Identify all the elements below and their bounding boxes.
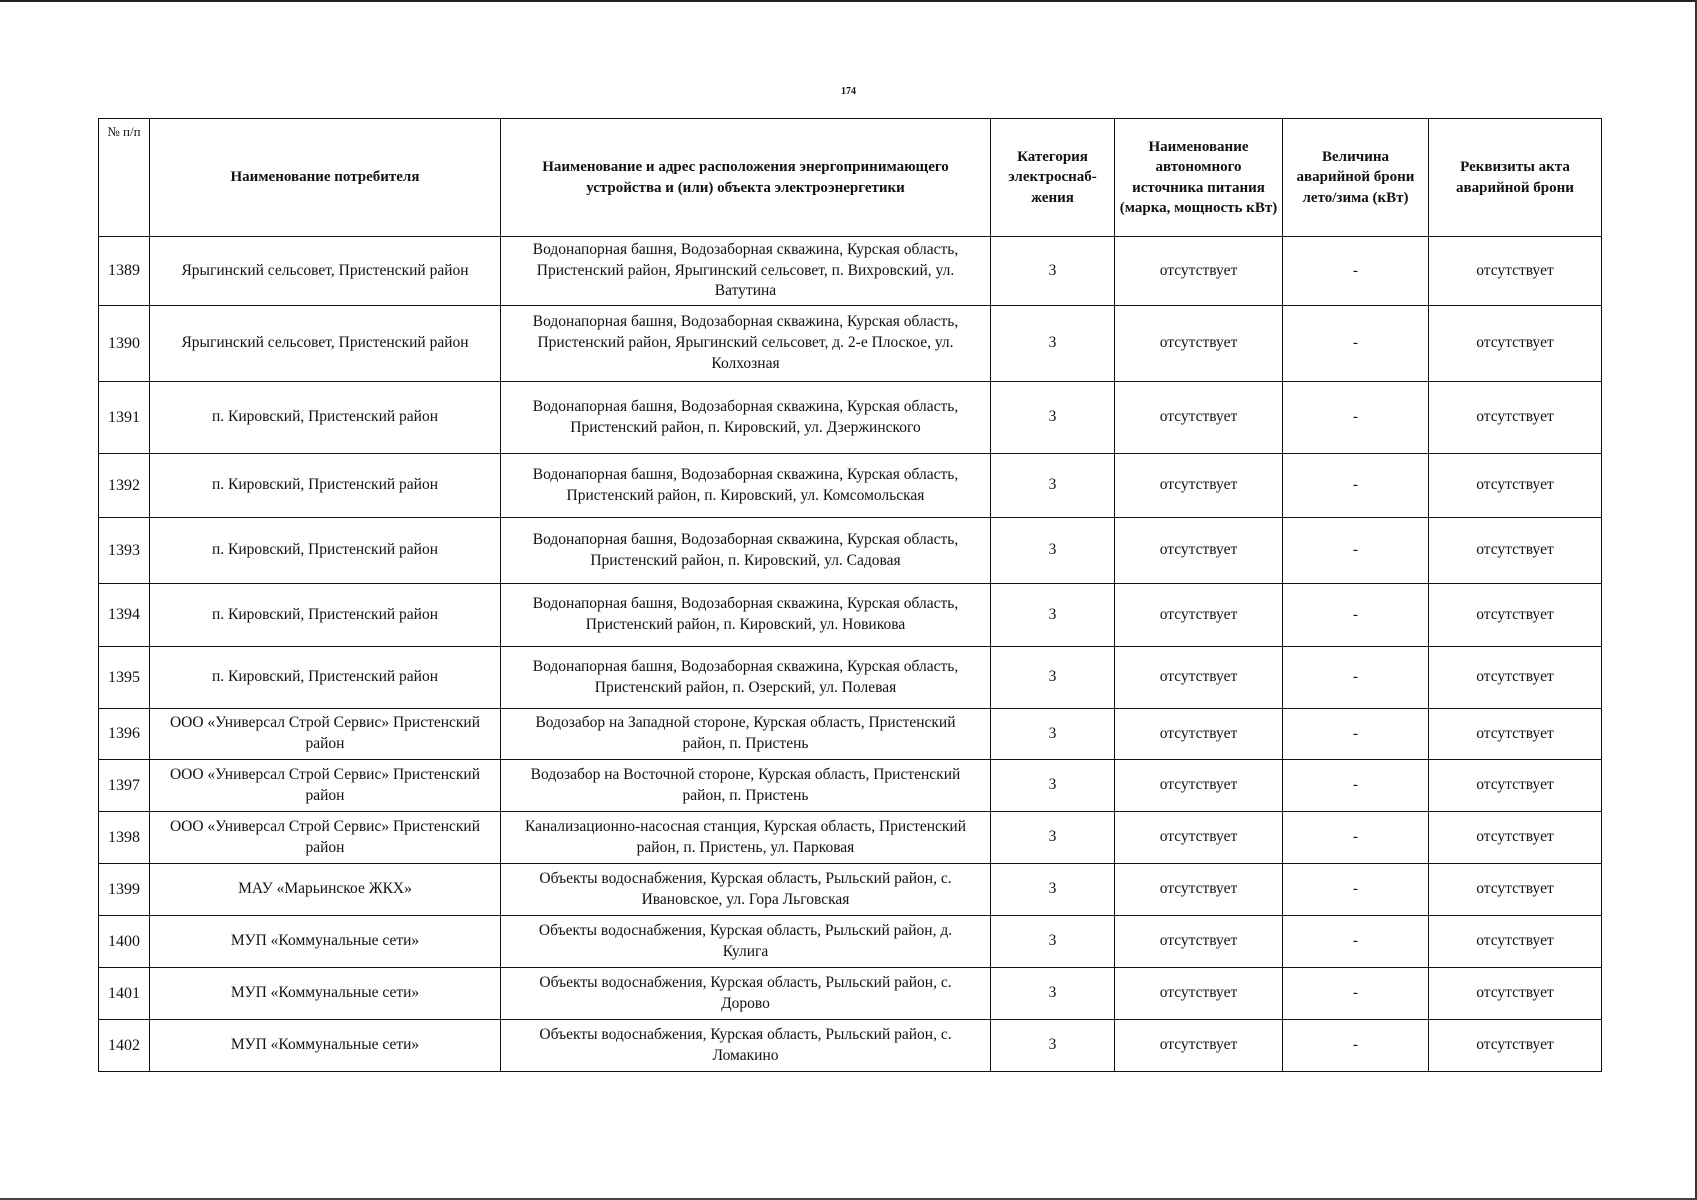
table-row [99, 864, 1602, 916]
cell-consumer: п. Кировский, Пристенский район [150, 647, 501, 709]
cell-address: Водозабор на Западной стороне, Курская область, Пристенский район, п. Пристень [501, 709, 991, 760]
table-row [99, 584, 1602, 647]
cell-category: 3 [991, 812, 1115, 864]
cell-consumer: МУП «Коммунальные сети» [150, 916, 501, 968]
table-row [99, 647, 1602, 709]
cell-address: Объекты водоснабжения, Курская область, Рыльский район, с. Ломакино [501, 1020, 991, 1072]
cell-consumer: п. Кировский, Пристенский район [150, 584, 501, 647]
cell-address: Водонапорная башня, Водозаборная скважина, Курская область, Пристенский район, п. Кировский, ул. Дзержинского [501, 382, 991, 454]
cell-reserve: - [1283, 709, 1429, 760]
consumers-table [98, 118, 1602, 1072]
cell-category: 3 [991, 1020, 1115, 1072]
cell-source: отсутствует [1115, 454, 1283, 518]
table-row [99, 916, 1602, 968]
cell-address: Водозабор на Восточной стороне, Курская область, Пристенский район, п. Пристень [501, 760, 991, 812]
cell-reserve: - [1283, 1020, 1429, 1072]
cell-num: 1397 [99, 760, 150, 812]
cell-num: 1391 [99, 382, 150, 454]
cell-source: отсутствует [1115, 968, 1283, 1020]
cell-category: 3 [991, 864, 1115, 916]
cell-num: 1395 [99, 647, 150, 709]
cell-consumer: п. Кировский, Пристенский район [150, 518, 501, 584]
cell-act: отсутствует [1429, 760, 1602, 812]
cell-reserve: - [1283, 237, 1429, 306]
cell-category: 3 [991, 916, 1115, 968]
cell-num: 1401 [99, 968, 150, 1020]
header-source: Наименование автономного источника питания (марка, мощность кВт) [1115, 119, 1283, 237]
header-act [1429, 119, 1602, 237]
cell-source: отсутствует [1115, 1020, 1283, 1072]
cell-address: Объекты водоснабжения, Курская область, Рыльский район, с. Ивановское, ул. Гора Льговская [501, 864, 991, 916]
header-consumer: Наименование потребителя [150, 119, 501, 237]
cell-source: отсутствует [1115, 864, 1283, 916]
cell-reserve: - [1283, 518, 1429, 584]
cell-consumer: МАУ «Марьинское ЖКХ» [150, 864, 501, 916]
cell-address: Канализационно-насосная станция, Курская область, Пристенский район, п. Пристень, ул. Парковая [501, 812, 991, 864]
cell-reserve: - [1283, 812, 1429, 864]
cell-num: 1393 [99, 518, 150, 584]
cell-num: 1398 [99, 812, 150, 864]
cell-category: 3 [991, 647, 1115, 709]
cell-category: 3 [991, 306, 1115, 382]
cell-address: Водонапорная башня, Водозаборная скважина, Курская область, Пристенский район, Ярыгинский сельсовет, д. 2-е Плоское, ул. Колхозная [501, 306, 991, 382]
table-row [99, 709, 1602, 760]
header-reserve: Величина аварийной брони лето/зима (кВт) [1283, 119, 1429, 237]
cell-reserve: - [1283, 864, 1429, 916]
cell-act: отсутствует [1429, 916, 1602, 968]
table-row [99, 968, 1602, 1020]
cell-reserve: - [1283, 454, 1429, 518]
cell-num: 1402 [99, 1020, 150, 1072]
cell-consumer: п. Кировский, Пристенский район [150, 382, 501, 454]
cell-act: отсутствует [1429, 864, 1602, 916]
cell-num: 1394 [99, 584, 150, 647]
cell-num: 1390 [99, 306, 150, 382]
cell-act: отсутствует [1429, 518, 1602, 584]
cell-act: отсутствует [1429, 968, 1602, 1020]
cell-reserve: - [1283, 760, 1429, 812]
cell-source: отсутствует [1115, 306, 1283, 382]
cell-num: 1396 [99, 709, 150, 760]
cell-consumer: ООО «Универсал Строй Сервис» Пристенский район [150, 760, 501, 812]
cell-act: отсутствует [1429, 1020, 1602, 1072]
cell-address: Объекты водоснабжения, Курская область, Рыльский район, с. Дорово [501, 968, 991, 1020]
cell-act: отсутствует [1429, 709, 1602, 760]
cell-consumer: МУП «Коммунальные сети» [150, 968, 501, 1020]
cell-act: отсутствует [1429, 454, 1602, 518]
cell-category: 3 [991, 382, 1115, 454]
cell-num: 1389 [99, 237, 150, 306]
table-header-row [99, 119, 1602, 237]
cell-source: отсутствует [1115, 709, 1283, 760]
cell-act: отсутствует [1429, 647, 1602, 709]
page-number: 174 [841, 86, 856, 97]
cell-consumer: ООО «Универсал Строй Сервис» Пристенский район [150, 709, 501, 760]
cell-num: 1399 [99, 864, 150, 916]
cell-category: 3 [991, 518, 1115, 584]
table-body [99, 237, 1602, 1072]
cell-consumer: Ярыгинский сельсовет, Пристенский район [150, 306, 501, 382]
cell-category: 3 [991, 584, 1115, 647]
table-row [99, 518, 1602, 584]
cell-consumer: Ярыгинский сельсовет, Пристенский район [150, 237, 501, 306]
table-row [99, 382, 1602, 454]
table-row [99, 454, 1602, 518]
cell-category: 3 [991, 968, 1115, 1020]
cell-act: отсутствует [1429, 306, 1602, 382]
cell-act: отсутствует [1429, 812, 1602, 864]
cell-reserve: - [1283, 584, 1429, 647]
cell-reserve: - [1283, 647, 1429, 709]
cell-num: 1392 [99, 454, 150, 518]
table-row [99, 237, 1602, 306]
cell-consumer: ООО «Универсал Строй Сервис» Пристенский район [150, 812, 501, 864]
cell-address: Водонапорная башня, Водозаборная скважина, Курская область, Пристенский район, п. Озерский, ул. Полевая [501, 647, 991, 709]
header-address [501, 119, 991, 237]
cell-reserve: - [1283, 968, 1429, 1020]
cell-act: отсутствует [1429, 584, 1602, 647]
cell-reserve: - [1283, 916, 1429, 968]
cell-category: 3 [991, 454, 1115, 518]
cell-num: 1400 [99, 916, 150, 968]
cell-source: отсутствует [1115, 518, 1283, 584]
table-row [99, 306, 1602, 382]
header-num: № п/п [99, 119, 150, 237]
cell-address: Водонапорная башня, Водозаборная скважина, Курская область, Пристенский район, п. Кировский, ул. Новикова [501, 584, 991, 647]
cell-address: Водонапорная башня, Водозаборная скважина, Курская область, Пристенский район, п. Кировский, ул. Комсомольская [501, 454, 991, 518]
cell-address: Водонапорная башня, Водозаборная скважина, Курская область, Пристенский район, п. Кировский, ул. Садовая [501, 518, 991, 584]
cell-consumer: п. Кировский, Пристенский район [150, 454, 501, 518]
cell-source: отсутствует [1115, 760, 1283, 812]
table-row [99, 1020, 1602, 1072]
cell-category: 3 [991, 709, 1115, 760]
scan-edge-top [0, 0, 1697, 2]
cell-category: 3 [991, 760, 1115, 812]
table-row [99, 760, 1602, 812]
cell-act: отсутствует [1429, 382, 1602, 454]
cell-category: 3 [991, 237, 1115, 306]
cell-address: Объекты водоснабжения, Курская область, Рыльский район, д. Кулига [501, 916, 991, 968]
cell-source: отсутствует [1115, 916, 1283, 968]
cell-source: отсутствует [1115, 584, 1283, 647]
cell-reserve: - [1283, 382, 1429, 454]
cell-reserve: - [1283, 306, 1429, 382]
cell-source: отсутствует [1115, 647, 1283, 709]
cell-source: отсутствует [1115, 382, 1283, 454]
cell-source: отсутствует [1115, 237, 1283, 306]
cell-source: отсутствует [1115, 812, 1283, 864]
cell-act: отсутствует [1429, 237, 1602, 306]
header-category: Категория электроснаб-жения [991, 119, 1115, 237]
cell-consumer: МУП «Коммунальные сети» [150, 1020, 501, 1072]
cell-address: Водонапорная башня, Водозаборная скважина, Курская область, Пристенский район, Ярыгинский сельсовет, п. Вихровский, ул. Ватутина [501, 237, 991, 306]
table-row [99, 812, 1602, 864]
header-address-text: Наименование и адрес расположения энергопринимающего устройства и (или) объекта электроэнергетики [542, 159, 949, 196]
header-act-text: Реквизиты акта аварийной брони [1456, 159, 1574, 196]
